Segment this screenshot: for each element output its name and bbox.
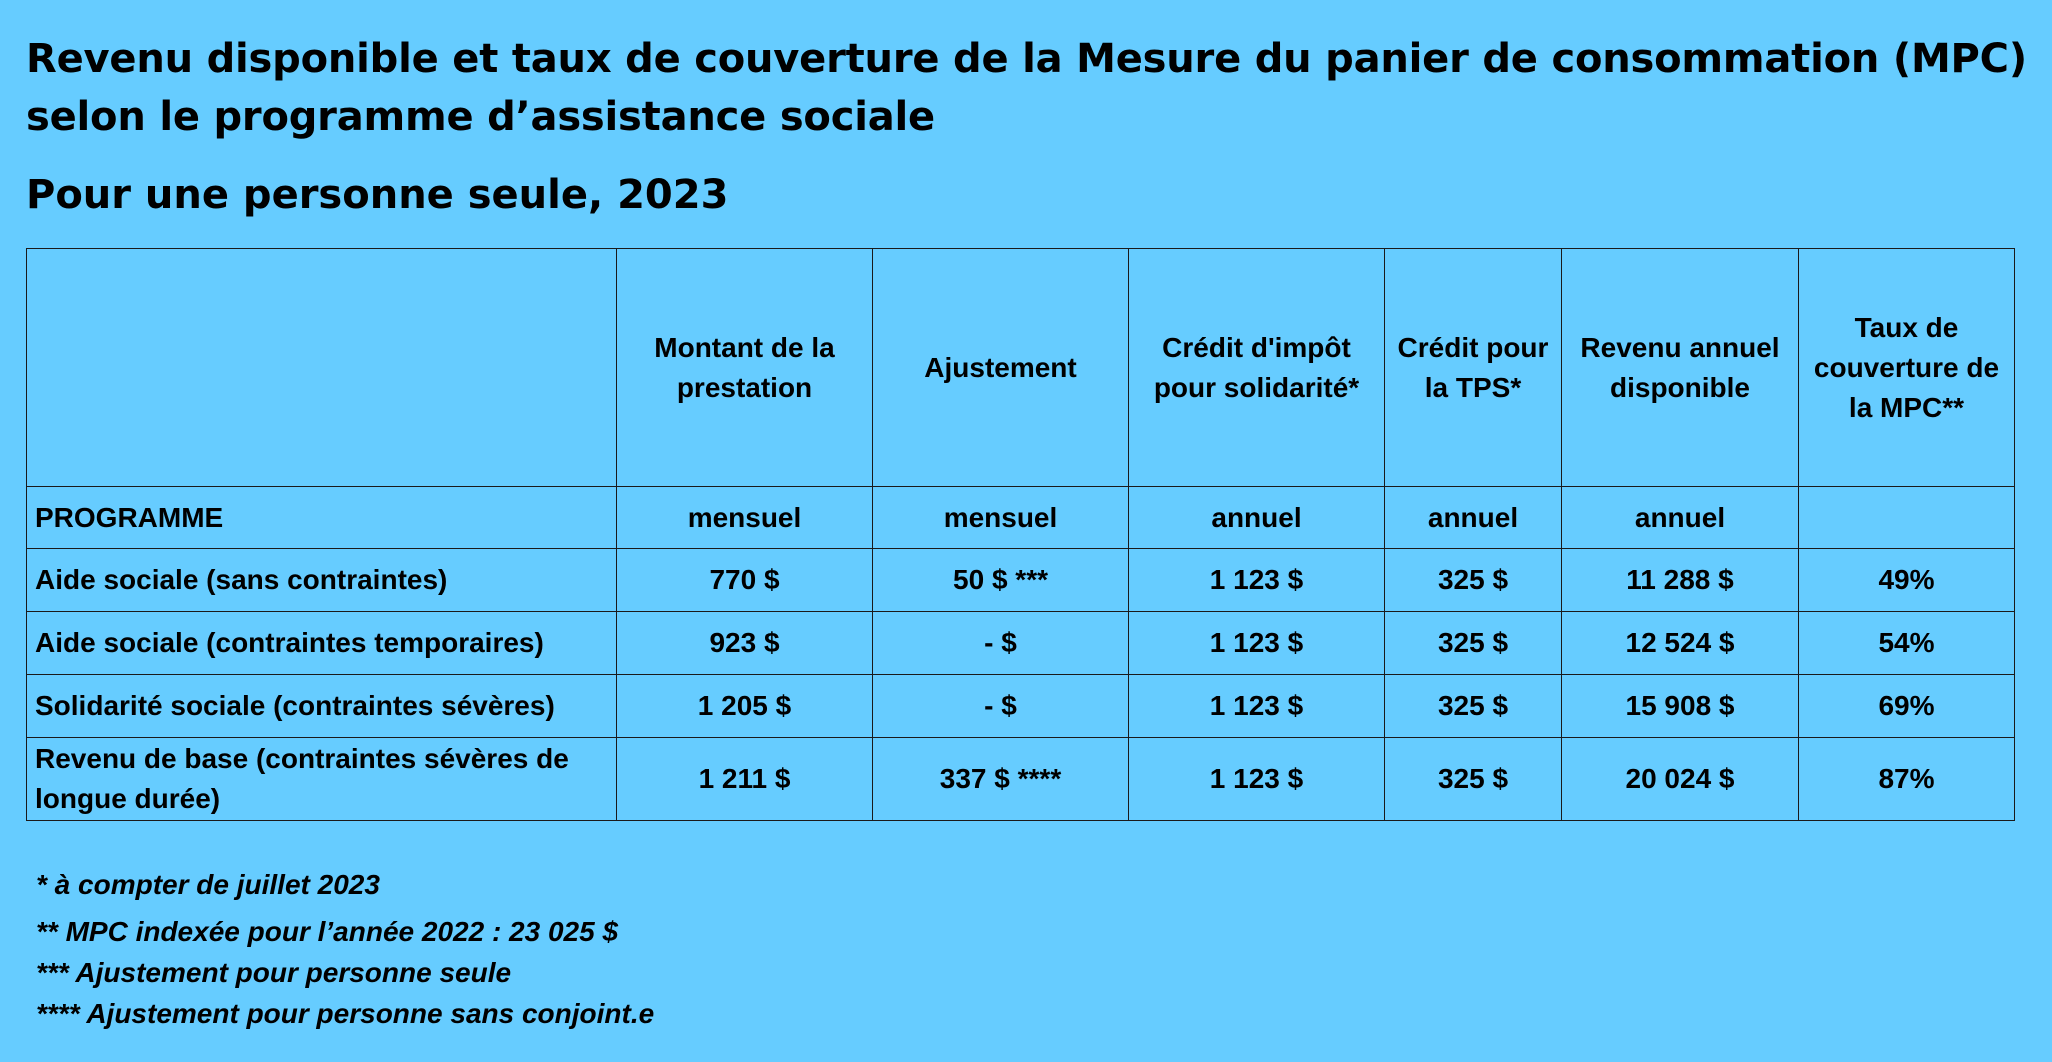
- table-cell: 1 123 $: [1129, 738, 1385, 821]
- table-cell: 325 $: [1385, 675, 1562, 738]
- footnote: *** Ajustement pour personne seule: [36, 957, 512, 988]
- table-cell: 1 123 $: [1129, 675, 1385, 738]
- table-cell: 1 123 $: [1129, 549, 1385, 612]
- page-title: Revenu disponible et taux de couverture de la Mesure du panier de consommation (MPC) selon le programme d’assistance sociale: [26, 36, 2027, 140]
- table-cell: 325 $: [1385, 549, 1562, 612]
- page-subtitle: Pour une personne seule, 2023: [26, 172, 729, 218]
- benefits-table: [26, 248, 2015, 821]
- table-cell: - $: [873, 675, 1129, 738]
- header-cell-benefit-amount: Montant de la prestation: [617, 249, 873, 487]
- header-cell-adjustment: Ajustement: [873, 249, 1129, 487]
- program-name-cell: Aide sociale (contraintes temporaires): [27, 612, 617, 675]
- footnote: **** Ajustement pour personne sans conjoint.e: [36, 998, 655, 1029]
- table-cell: 770 $: [617, 549, 873, 612]
- unit-cell: annuel: [1385, 487, 1562, 549]
- footnote: ** MPC indexée pour l’année 2022 : 23 025 $: [36, 916, 619, 947]
- header-cell-annual-disposable-income: Revenu annuel disponible: [1562, 249, 1799, 487]
- table-cell: 923 $: [617, 612, 873, 675]
- table-cell: 54%: [1799, 612, 2015, 675]
- table-cell: 325 $: [1385, 738, 1562, 821]
- table-unit-row: [27, 487, 2015, 549]
- table-cell: 1 123 $: [1129, 612, 1385, 675]
- table-row: [27, 738, 2015, 821]
- table-cell: 87%: [1799, 738, 2015, 821]
- unit-cell: mensuel: [617, 487, 873, 549]
- table-cell: - $: [873, 612, 1129, 675]
- footnote: * à compter de juillet 2023: [36, 869, 380, 900]
- table-row: [27, 549, 2015, 612]
- header-cell-gst-credit: Crédit pour la TPS*: [1385, 249, 1562, 487]
- table-cell: 11 288 $: [1562, 549, 1799, 612]
- table-cell: 1 211 $: [617, 738, 873, 821]
- program-name-cell: Solidarité sociale (contraintes sévères): [27, 675, 617, 738]
- table-cell: 69%: [1799, 675, 2015, 738]
- table-cell: 337 $ ****: [873, 738, 1129, 821]
- unit-cell: mensuel: [873, 487, 1129, 549]
- unit-cell-program-label: PROGRAMME: [27, 487, 617, 549]
- program-name-cell: Revenu de base (contraintes sévères de longue durée): [27, 738, 617, 821]
- unit-cell: annuel: [1129, 487, 1385, 549]
- header-cell-solidarity-tax-credit: Crédit d'impôt pour solidarité*: [1129, 249, 1385, 487]
- table-cell: 50 $ ***: [873, 549, 1129, 612]
- table-cell: 15 908 $: [1562, 675, 1799, 738]
- header-cell-mbm-coverage-rate: Taux de couverture de la MPC**: [1799, 249, 2015, 487]
- table-cell: 1 205 $: [617, 675, 873, 738]
- footnotes: [36, 864, 654, 1034]
- program-name-cell: Aide sociale (sans contraintes): [27, 549, 617, 612]
- table-cell: 12 524 $: [1562, 612, 1799, 675]
- header-cell-program: [27, 249, 617, 487]
- table-row: [27, 612, 2015, 675]
- unit-cell: [1799, 487, 2015, 549]
- table-cell: 325 $: [1385, 612, 1562, 675]
- table-row: [27, 675, 2015, 738]
- table-header-row: [27, 249, 2015, 487]
- table-cell: 20 024 $: [1562, 738, 1799, 821]
- table-cell: 49%: [1799, 549, 2015, 612]
- unit-cell: annuel: [1562, 487, 1799, 549]
